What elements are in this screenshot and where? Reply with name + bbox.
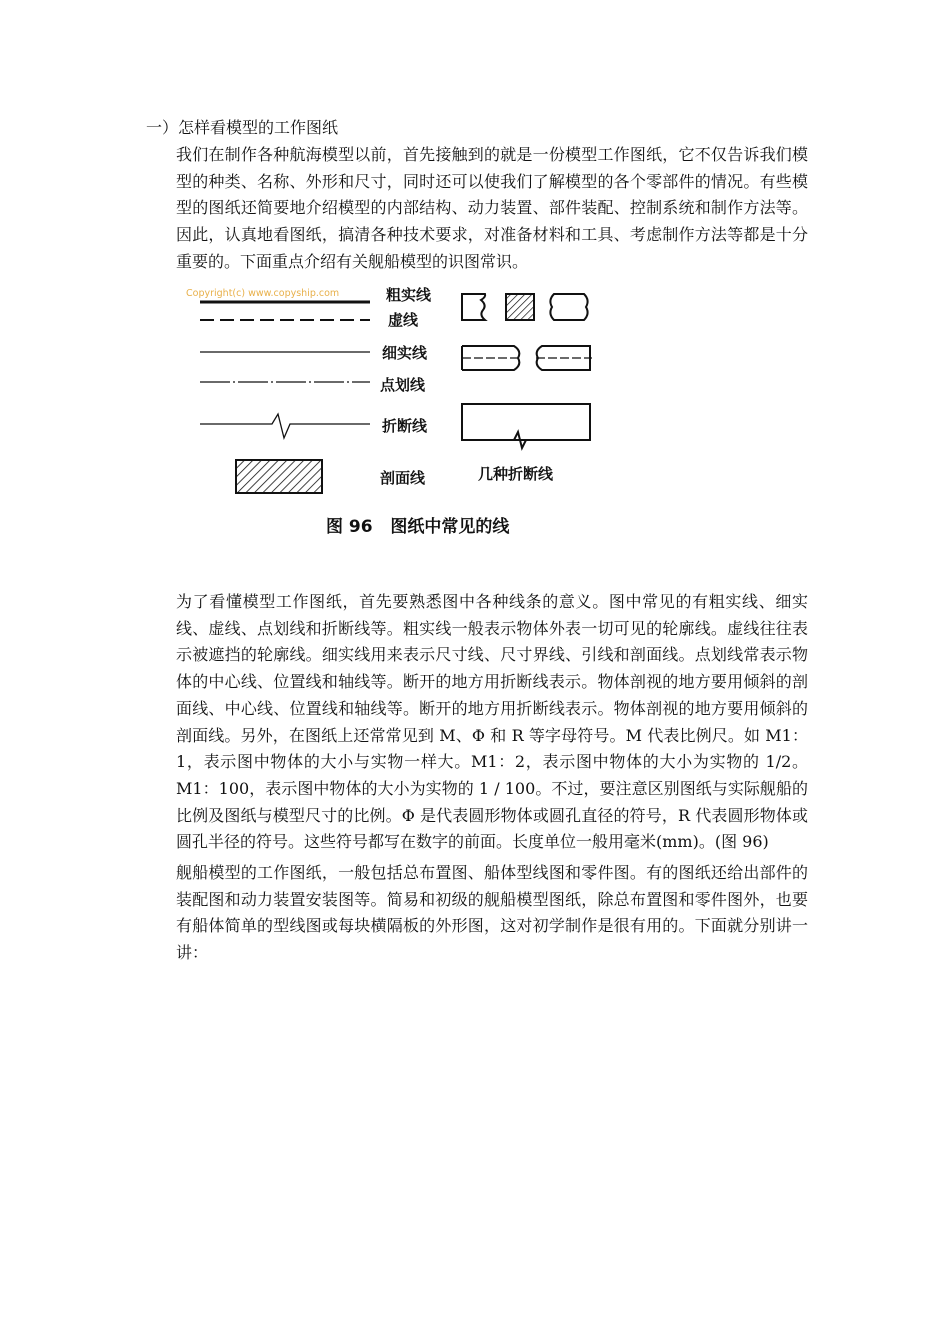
- break-sample-hatched: [506, 294, 534, 320]
- label-dashed: 虚线: [388, 311, 419, 329]
- intro-paragraph: 我们在制作各种航海模型以前，首先接触到的就是一份模型工作图纸，它不仅告诉我们模型的种类、名称、外形和尺寸，同时还可以使我们了解模型的各个零部件的情况。有些模型的图纸还简要地介绍模型的内部结构、动力装置、部件装配、控制系统和制作方法等。因此，认真地看图纸，搞清各种技术要求，对准备材料和工具、考虑制作方法等都是十分重要的。下面重点介绍有关舰船模型的识图常识。: [176, 145, 808, 271]
- label-break-variants: 几种折断线: [478, 465, 554, 483]
- break-sample-long-box: [462, 404, 590, 448]
- break-sample-open-box: [462, 294, 485, 320]
- label-thick-solid: 粗实线: [386, 286, 432, 304]
- label-section: 剖面线: [380, 469, 426, 487]
- label-break: 折断线: [382, 417, 428, 435]
- break-sample-rounded-box: [550, 294, 587, 320]
- section-heading: 一）怎样看模型的工作图纸: [146, 118, 339, 137]
- drawings-paragraph: 舰船模型的工作图纸，一般包括总布置图、船体型线图和零件图。有的图纸还给出部件的装配图和动力装置安装图等。简易和初级的舰船模型图纸，除总布置图和零件图外，也要有船体简单的型线图或每块横隔板的外形图，这对初学制作是很有用的。下面就分别讲一讲：: [176, 863, 808, 963]
- break-sample-shaft-2: [536, 346, 592, 370]
- label-dash-dot: 点划线: [380, 376, 426, 394]
- section-hatch-sample: [236, 460, 322, 493]
- watermark-text: Copyright(c) www.copyship.com: [186, 288, 340, 299]
- break-sample-shaft-1: [462, 346, 519, 370]
- label-thin-solid: 细实线: [382, 344, 428, 362]
- line-types-paragraph: 为了看懂模型工作图纸，首先要熟悉图中各种线条的意义。图中常见的有粗实线、细实线、虚线、点划线和折断线等。粗实线一般表示物体外表一切可见的轮廓线。虚线往往表示被遮挡的轮廓线。细实线用来表示尺寸线、尺寸界线、引线和剖面线。点划线常表示物体的中心线、位置线和轴线等。断开的地方用折断线表示。物体剖视的地方要用倾斜的剖面线、中心线、位置线和轴线等。断开的地方用折断线表示。物体剖视的地方要用倾斜的剖面线。另外，在图纸上还常常见到 M、Φ 和 R 等字母符号。M 代表比例尺。如 M1：1，表示图中物体的大小与实物一样大。M1：2，表示图中物体的大小为实物的 1/2。M1：100，表示图中物体的大小为实物的 1 / 100。不过，要注意区别图纸与实际舰船的比例及图纸与模型尺寸的比例。Φ 是代表圆形物体或圆孔直径的符号，R 代表圆形物体或圆孔半径的符号。这些符号都写在数字的前面。长度单位一般用毫米(mm)。(图 96): [176, 592, 808, 852]
- figure-caption: 图 96 图纸中常见的线: [326, 517, 510, 537]
- figure-96: [180, 278, 600, 546]
- break-line: [200, 414, 370, 438]
